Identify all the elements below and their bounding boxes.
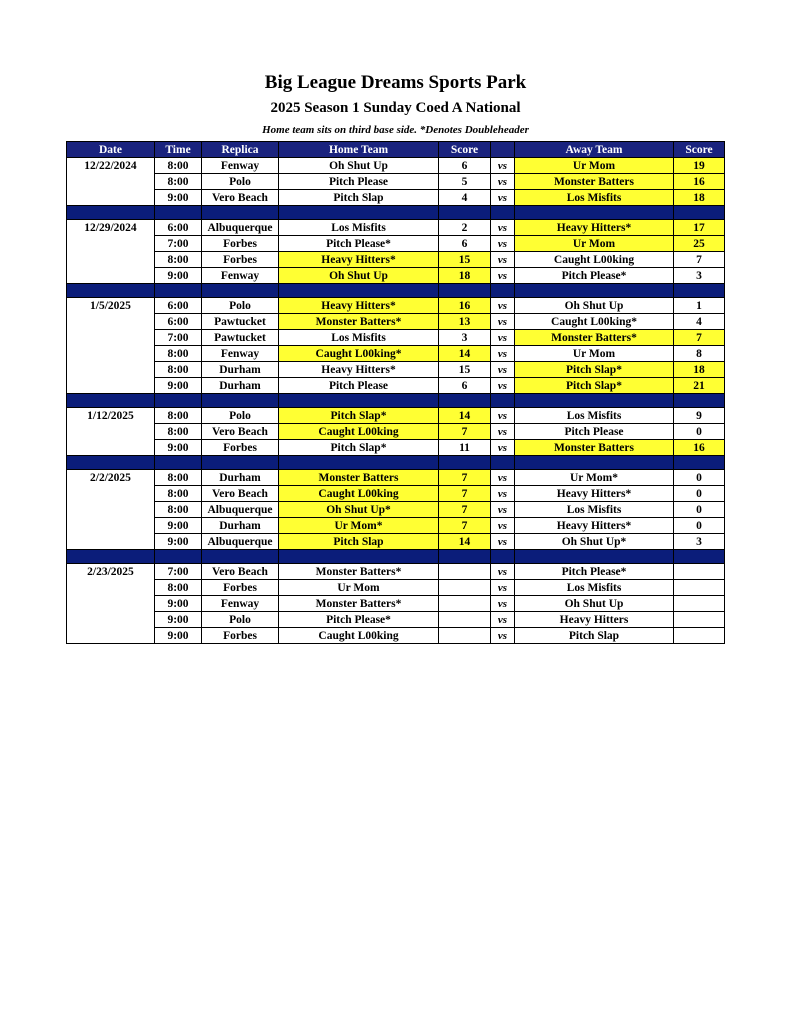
- away-score-cell: [674, 628, 725, 644]
- replica-cell: Forbes: [202, 628, 279, 644]
- date-cell: [67, 362, 155, 378]
- time-cell: 7:00: [155, 564, 202, 580]
- date-cell: [67, 268, 155, 284]
- table-row: [67, 502, 725, 518]
- date-cell: [67, 174, 155, 190]
- week-separator-row: [67, 394, 725, 408]
- away-score-cell: 7: [674, 252, 725, 268]
- home-team-cell: Los Misfits: [279, 330, 439, 346]
- time-cell: 8:00: [155, 158, 202, 174]
- replica-cell: Durham: [202, 378, 279, 394]
- replica-cell: Forbes: [202, 440, 279, 456]
- vs-cell: vs: [491, 174, 515, 190]
- vs-cell: vs: [491, 298, 515, 314]
- vs-cell: vs: [491, 564, 515, 580]
- separator-cell: [491, 550, 515, 564]
- home-score-cell: 2: [439, 220, 491, 236]
- away-score-cell: 0: [674, 424, 725, 440]
- home-score-cell: 14: [439, 534, 491, 550]
- time-cell: 8:00: [155, 486, 202, 502]
- home-score-cell: 18: [439, 268, 491, 284]
- away-score-cell: 9: [674, 408, 725, 424]
- separator-cell: [155, 284, 202, 298]
- replica-cell: Albuquerque: [202, 502, 279, 518]
- replica-cell: Vero Beach: [202, 486, 279, 502]
- vs-cell: vs: [491, 486, 515, 502]
- replica-cell: Albuquerque: [202, 220, 279, 236]
- vs-cell: vs: [491, 502, 515, 518]
- home-team-cell: Heavy Hitters*: [279, 298, 439, 314]
- vs-cell: vs: [491, 330, 515, 346]
- time-cell: 8:00: [155, 502, 202, 518]
- time-cell: 9:00: [155, 596, 202, 612]
- separator-cell: [439, 550, 491, 564]
- home-team-cell: Monster Batters: [279, 470, 439, 486]
- away-team-cell: Los Misfits: [515, 502, 674, 518]
- away-team-cell: Pitch Please*: [515, 268, 674, 284]
- table-row: [67, 440, 725, 456]
- replica-cell: Fenway: [202, 268, 279, 284]
- away-team-cell: Los Misfits: [515, 580, 674, 596]
- date-cell: [67, 330, 155, 346]
- away-score-cell: 21: [674, 378, 725, 394]
- vs-cell: vs: [491, 378, 515, 394]
- col-away-score: Score: [674, 142, 725, 158]
- separator-cell: [155, 394, 202, 408]
- away-team-cell: Ur Mom: [515, 158, 674, 174]
- table-row: [67, 314, 725, 330]
- time-cell: 9:00: [155, 518, 202, 534]
- separator-cell: [202, 550, 279, 564]
- away-score-cell: 16: [674, 174, 725, 190]
- away-score-cell: 18: [674, 190, 725, 206]
- time-cell: 8:00: [155, 424, 202, 440]
- home-team-cell: Caught L00king: [279, 628, 439, 644]
- home-score-cell: 5: [439, 174, 491, 190]
- table-row: [67, 424, 725, 440]
- date-cell: 2/2/2025: [67, 470, 155, 486]
- vs-cell: vs: [491, 580, 515, 596]
- separator-cell: [439, 206, 491, 220]
- time-cell: 9:00: [155, 628, 202, 644]
- home-score-cell: 11: [439, 440, 491, 456]
- vs-cell: vs: [491, 268, 515, 284]
- date-cell: [67, 628, 155, 644]
- col-home-score: Score: [439, 142, 491, 158]
- away-score-cell: 0: [674, 518, 725, 534]
- away-team-cell: Heavy Hitters*: [515, 220, 674, 236]
- table-row: [67, 518, 725, 534]
- away-score-cell: 7: [674, 330, 725, 346]
- away-team-cell: Heavy Hitters*: [515, 486, 674, 502]
- time-cell: 8:00: [155, 174, 202, 190]
- table-row: [67, 252, 725, 268]
- vs-cell: vs: [491, 220, 515, 236]
- replica-cell: Forbes: [202, 580, 279, 596]
- home-score-cell: 16: [439, 298, 491, 314]
- date-cell: [67, 314, 155, 330]
- home-team-cell: Ur Mom*: [279, 518, 439, 534]
- vs-cell: vs: [491, 252, 515, 268]
- replica-cell: Polo: [202, 408, 279, 424]
- table-row: [67, 298, 725, 314]
- separator-cell: [491, 456, 515, 470]
- home-score-cell: [439, 580, 491, 596]
- separator-cell: [515, 394, 674, 408]
- table-row: [67, 220, 725, 236]
- doubleheader-note: Home team sits on third base side. *Denotes Doubleheader: [262, 124, 529, 136]
- time-cell: 6:00: [155, 220, 202, 236]
- table-row: [67, 174, 725, 190]
- replica-cell: Forbes: [202, 236, 279, 252]
- home-score-cell: 7: [439, 502, 491, 518]
- time-cell: 9:00: [155, 534, 202, 550]
- home-score-cell: 15: [439, 252, 491, 268]
- away-score-cell: 25: [674, 236, 725, 252]
- home-score-cell: 7: [439, 486, 491, 502]
- replica-cell: Forbes: [202, 252, 279, 268]
- away-score-cell: 3: [674, 268, 725, 284]
- away-team-cell: Caught L00king*: [515, 314, 674, 330]
- separator-cell: [674, 394, 725, 408]
- separator-cell: [515, 456, 674, 470]
- table-row: [67, 596, 725, 612]
- col-date: Date: [67, 142, 155, 158]
- separator-cell: [279, 456, 439, 470]
- vs-cell: vs: [491, 424, 515, 440]
- col-replica: Replica: [202, 142, 279, 158]
- away-score-cell: [674, 580, 725, 596]
- col-time: Time: [155, 142, 202, 158]
- vs-cell: vs: [491, 440, 515, 456]
- vs-cell: vs: [491, 596, 515, 612]
- away-score-cell: 18: [674, 362, 725, 378]
- time-cell: 8:00: [155, 580, 202, 596]
- table-row: [67, 408, 725, 424]
- time-cell: 8:00: [155, 346, 202, 362]
- separator-cell: [202, 456, 279, 470]
- table-row: [67, 534, 725, 550]
- home-score-cell: 14: [439, 346, 491, 362]
- home-score-cell: [439, 612, 491, 628]
- vs-cell: vs: [491, 362, 515, 378]
- table-row: [67, 158, 725, 174]
- away-team-cell: Heavy Hitters*: [515, 518, 674, 534]
- vs-cell: vs: [491, 612, 515, 628]
- replica-cell: Fenway: [202, 346, 279, 362]
- home-team-cell: Pitch Please: [279, 174, 439, 190]
- separator-cell: [279, 550, 439, 564]
- time-cell: 7:00: [155, 236, 202, 252]
- away-team-cell: Ur Mom: [515, 346, 674, 362]
- time-cell: 8:00: [155, 408, 202, 424]
- date-cell: 12/29/2024: [67, 220, 155, 236]
- table-row: [67, 346, 725, 362]
- table-row: [67, 486, 725, 502]
- home-team-cell: Caught L00king: [279, 424, 439, 440]
- date-cell: 1/5/2025: [67, 298, 155, 314]
- table-header: [67, 142, 725, 158]
- week-separator-row: [67, 284, 725, 298]
- replica-cell: Polo: [202, 612, 279, 628]
- date-cell: [67, 596, 155, 612]
- away-score-cell: [674, 564, 725, 580]
- home-score-cell: 6: [439, 158, 491, 174]
- vs-cell: vs: [491, 408, 515, 424]
- col-away-team: Away Team: [515, 142, 674, 158]
- replica-cell: Pawtucket: [202, 330, 279, 346]
- time-cell: 8:00: [155, 470, 202, 486]
- date-cell: 2/23/2025: [67, 564, 155, 580]
- time-cell: 9:00: [155, 378, 202, 394]
- away-score-cell: 17: [674, 220, 725, 236]
- replica-cell: Vero Beach: [202, 424, 279, 440]
- home-team-cell: Pitch Please: [279, 378, 439, 394]
- separator-cell: [67, 206, 155, 220]
- separator-cell: [279, 206, 439, 220]
- away-score-cell: 4: [674, 314, 725, 330]
- replica-cell: Polo: [202, 174, 279, 190]
- home-team-cell: Los Misfits: [279, 220, 439, 236]
- replica-cell: Fenway: [202, 158, 279, 174]
- home-score-cell: 6: [439, 236, 491, 252]
- separator-cell: [202, 206, 279, 220]
- date-cell: [67, 190, 155, 206]
- table-row: [67, 330, 725, 346]
- replica-cell: Durham: [202, 470, 279, 486]
- home-score-cell: 7: [439, 518, 491, 534]
- separator-cell: [515, 206, 674, 220]
- home-team-cell: Monster Batters*: [279, 314, 439, 330]
- date-cell: 12/22/2024: [67, 158, 155, 174]
- separator-cell: [67, 284, 155, 298]
- separator-cell: [155, 206, 202, 220]
- table-row: [67, 580, 725, 596]
- separator-cell: [439, 394, 491, 408]
- vs-cell: vs: [491, 190, 515, 206]
- vs-cell: vs: [491, 534, 515, 550]
- schedule-body: [67, 158, 725, 644]
- separator-cell: [67, 394, 155, 408]
- away-score-cell: 0: [674, 470, 725, 486]
- home-team-cell: Pitch Please*: [279, 236, 439, 252]
- home-team-cell: Pitch Please*: [279, 612, 439, 628]
- header-row: [67, 142, 725, 158]
- separator-cell: [67, 456, 155, 470]
- time-cell: 9:00: [155, 440, 202, 456]
- away-team-cell: Monster Batters: [515, 174, 674, 190]
- table-row: [67, 236, 725, 252]
- home-score-cell: 15: [439, 362, 491, 378]
- home-team-cell: Pitch Slap*: [279, 408, 439, 424]
- away-score-cell: [674, 612, 725, 628]
- time-cell: 8:00: [155, 362, 202, 378]
- vs-cell: vs: [491, 158, 515, 174]
- home-team-cell: Oh Shut Up: [279, 268, 439, 284]
- home-team-cell: Heavy Hitters*: [279, 252, 439, 268]
- away-score-cell: 1: [674, 298, 725, 314]
- separator-cell: [439, 284, 491, 298]
- time-cell: 9:00: [155, 612, 202, 628]
- time-cell: 8:00: [155, 252, 202, 268]
- separator-cell: [202, 284, 279, 298]
- date-cell: [67, 534, 155, 550]
- away-score-cell: [674, 596, 725, 612]
- replica-cell: Albuquerque: [202, 534, 279, 550]
- date-cell: [67, 518, 155, 534]
- table-row: [67, 612, 725, 628]
- away-team-cell: Monster Batters: [515, 440, 674, 456]
- date-cell: [67, 580, 155, 596]
- time-cell: 7:00: [155, 330, 202, 346]
- home-team-cell: Ur Mom: [279, 580, 439, 596]
- date-cell: [67, 252, 155, 268]
- separator-cell: [491, 284, 515, 298]
- date-cell: [67, 424, 155, 440]
- separator-cell: [674, 284, 725, 298]
- home-team-cell: Monster Batters*: [279, 596, 439, 612]
- away-team-cell: Pitch Please: [515, 424, 674, 440]
- table-row: [67, 564, 725, 580]
- away-team-cell: Caught L00king: [515, 252, 674, 268]
- vs-cell: vs: [491, 314, 515, 330]
- away-team-cell: Monster Batters*: [515, 330, 674, 346]
- separator-cell: [279, 284, 439, 298]
- vs-cell: vs: [491, 470, 515, 486]
- home-score-cell: 14: [439, 408, 491, 424]
- time-cell: 6:00: [155, 298, 202, 314]
- home-score-cell: 4: [439, 190, 491, 206]
- replica-cell: Durham: [202, 518, 279, 534]
- away-team-cell: Oh Shut Up: [515, 298, 674, 314]
- home-score-cell: 7: [439, 470, 491, 486]
- away-score-cell: 0: [674, 502, 725, 518]
- separator-cell: [674, 206, 725, 220]
- replica-cell: Pawtucket: [202, 314, 279, 330]
- home-score-cell: 13: [439, 314, 491, 330]
- table-row: [67, 628, 725, 644]
- home-team-cell: Pitch Slap*: [279, 440, 439, 456]
- home-score-cell: 7: [439, 424, 491, 440]
- time-cell: 9:00: [155, 268, 202, 284]
- away-team-cell: Ur Mom*: [515, 470, 674, 486]
- separator-cell: [155, 456, 202, 470]
- away-score-cell: 0: [674, 486, 725, 502]
- home-score-cell: [439, 628, 491, 644]
- home-team-cell: Heavy Hitters*: [279, 362, 439, 378]
- away-team-cell: Pitch Slap*: [515, 378, 674, 394]
- date-cell: [67, 346, 155, 362]
- page-subtitle: 2025 Season 1 Sunday Coed A National: [270, 100, 521, 116]
- col-vs: [491, 142, 515, 158]
- home-team-cell: Oh Shut Up: [279, 158, 439, 174]
- replica-cell: Vero Beach: [202, 190, 279, 206]
- replica-cell: Polo: [202, 298, 279, 314]
- home-team-cell: Pitch Slap: [279, 190, 439, 206]
- away-team-cell: Oh Shut Up*: [515, 534, 674, 550]
- away-score-cell: 3: [674, 534, 725, 550]
- vs-cell: vs: [491, 518, 515, 534]
- home-score-cell: [439, 564, 491, 580]
- away-score-cell: 8: [674, 346, 725, 362]
- away-team-cell: Pitch Slap: [515, 628, 674, 644]
- replica-cell: Durham: [202, 362, 279, 378]
- vs-cell: vs: [491, 346, 515, 362]
- page-title: Big League Dreams Sports Park: [264, 72, 527, 93]
- separator-cell: [674, 550, 725, 564]
- date-cell: 1/12/2025: [67, 408, 155, 424]
- vs-cell: vs: [491, 628, 515, 644]
- home-score-cell: [439, 596, 491, 612]
- separator-cell: [439, 456, 491, 470]
- table-row: [67, 378, 725, 394]
- date-cell: [67, 612, 155, 628]
- week-separator-row: [67, 456, 725, 470]
- table-row: [67, 470, 725, 486]
- home-team-cell: Caught L00king*: [279, 346, 439, 362]
- date-cell: [67, 440, 155, 456]
- table-row: [67, 190, 725, 206]
- away-score-cell: 16: [674, 440, 725, 456]
- away-team-cell: Los Misfits: [515, 190, 674, 206]
- col-home-team: Home Team: [279, 142, 439, 158]
- separator-cell: [515, 284, 674, 298]
- away-team-cell: Ur Mom: [515, 236, 674, 252]
- away-team-cell: Pitch Slap*: [515, 362, 674, 378]
- separator-cell: [67, 550, 155, 564]
- date-cell: [67, 502, 155, 518]
- home-team-cell: Pitch Slap: [279, 534, 439, 550]
- replica-cell: Vero Beach: [202, 564, 279, 580]
- separator-cell: [515, 550, 674, 564]
- away-team-cell: Heavy Hitters: [515, 612, 674, 628]
- time-cell: 6:00: [155, 314, 202, 330]
- date-cell: [67, 236, 155, 252]
- home-team-cell: Oh Shut Up*: [279, 502, 439, 518]
- time-cell: 9:00: [155, 190, 202, 206]
- separator-cell: [491, 394, 515, 408]
- schedule-table: [66, 141, 725, 644]
- away-team-cell: Pitch Please*: [515, 564, 674, 580]
- away-team-cell: Los Misfits: [515, 408, 674, 424]
- separator-cell: [491, 206, 515, 220]
- week-separator-row: [67, 206, 725, 220]
- date-cell: [67, 486, 155, 502]
- home-score-cell: 3: [439, 330, 491, 346]
- table-row: [67, 362, 725, 378]
- table-row: [67, 268, 725, 284]
- away-score-cell: 19: [674, 158, 725, 174]
- home-team-cell: Caught L00king: [279, 486, 439, 502]
- home-score-cell: 6: [439, 378, 491, 394]
- away-team-cell: Oh Shut Up: [515, 596, 674, 612]
- separator-cell: [674, 456, 725, 470]
- separator-cell: [279, 394, 439, 408]
- separator-cell: [202, 394, 279, 408]
- separator-cell: [155, 550, 202, 564]
- date-cell: [67, 378, 155, 394]
- home-team-cell: Monster Batters*: [279, 564, 439, 580]
- week-separator-row: [67, 550, 725, 564]
- replica-cell: Fenway: [202, 596, 279, 612]
- vs-cell: vs: [491, 236, 515, 252]
